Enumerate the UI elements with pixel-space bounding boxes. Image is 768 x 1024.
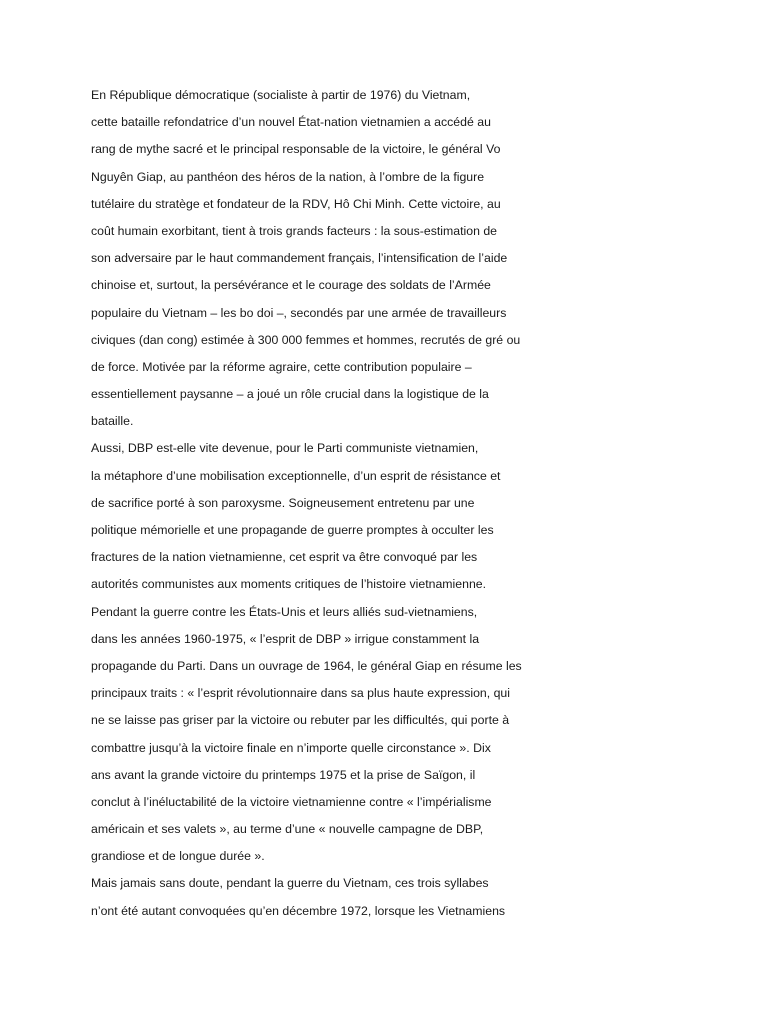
text-line: populaire du Vietnam – les bo doi –, secondés par une armée de travailleurs	[91, 305, 507, 320]
text-line: civiques (dan cong) estimée à 300 000 femmes et hommes, recrutés de gré ou	[91, 332, 521, 347]
text-line: chinoise et, surtout, la persévérance et le courage des soldats de l’Armée	[91, 278, 491, 293]
text-line: bataille.	[91, 414, 134, 429]
text-line: rang de mythe sacré et le principal responsable de la victoire, le général Vo	[91, 142, 501, 157]
text-line: conclut à l’inéluctabilité de la victoire vietnamienne contre « l’impérialisme	[91, 794, 492, 809]
text-line: américain et ses valets », au terme d’une « nouvelle campagne de DBP,	[91, 822, 484, 837]
text-line: la métaphore d’une mobilisation exceptionnelle, d’un esprit de résistance et	[91, 468, 501, 483]
text-line: son adversaire par le haut commandement français, l’intensification de l’aide	[91, 251, 508, 266]
text-line: Nguyên Giap, au panthéon des héros de la nation, à l’ombre de la figure	[91, 169, 485, 184]
text-line: cette bataille refondatrice d’un nouvel État-nation vietnamien a accédé au	[91, 115, 491, 130]
text-line: tutélaire du stratège et fondateur de la RDV, Hô Chi Minh. Cette victoire, au	[91, 196, 501, 211]
text-line: n’ont été autant convoquées qu’en décembre 1972, lorsque les Vietnamiens	[91, 903, 506, 918]
text-line: essentiellement paysanne – a joué un rôle crucial dans la logistique de la	[91, 387, 489, 402]
body-text	[91, 84, 561, 927]
text-line: combattre jusqu’à la victoire finale en n’importe quelle circonstance ». Dix	[91, 740, 491, 755]
text-line: Pendant la guerre contre les États-Unis et leurs alliés sud-vietnamiens,	[91, 604, 478, 619]
text-line: politique mémorielle et une propagande de guerre promptes à occulter les	[91, 523, 494, 537]
text-line: propagande du Parti. Dans un ouvrage de 1964, le général Giap en résume les	[91, 658, 522, 673]
text-line: de force. Motivée par la réforme agraire, cette contribution populaire –	[91, 359, 472, 374]
text-line: de sacrifice porté à son paroxysme. Soigneusement entretenu par une	[91, 495, 475, 510]
text-line: Aussi, DBP est-elle vite devenue, pour le Parti communiste vietnamien,	[91, 441, 479, 456]
text-line: dans les années 1960-1975, « l’esprit de DBP » irrigue constamment la	[91, 631, 480, 646]
text-line: En République démocratique (socialiste à partir de 1976) du Vietnam,	[91, 88, 471, 102]
text-line: ans avant la grande victoire du printemps 1975 et la prise de Saïgon, il	[91, 767, 476, 782]
text-line: fractures de la nation vietnamienne, cet esprit va être convoqué par les	[91, 550, 478, 565]
text-line: coût humain exorbitant, tient à trois grands facteurs : la sous-estimation de	[91, 223, 498, 238]
text-line: principaux traits : « l’esprit révolutionnaire dans sa plus haute expression, qui	[91, 686, 511, 701]
text-line: grandiose et de longue durée ».	[91, 849, 265, 864]
text-line: autorités communistes aux moments critiques de l’histoire vietnamienne.	[91, 577, 487, 592]
text-line: Mais jamais sans doute, pendant la guerre du Vietnam, ces trois syllabes	[91, 876, 489, 891]
text-line: ne se laisse pas griser par la victoire ou rebuter par les difficultés, qui porte à	[91, 713, 510, 728]
